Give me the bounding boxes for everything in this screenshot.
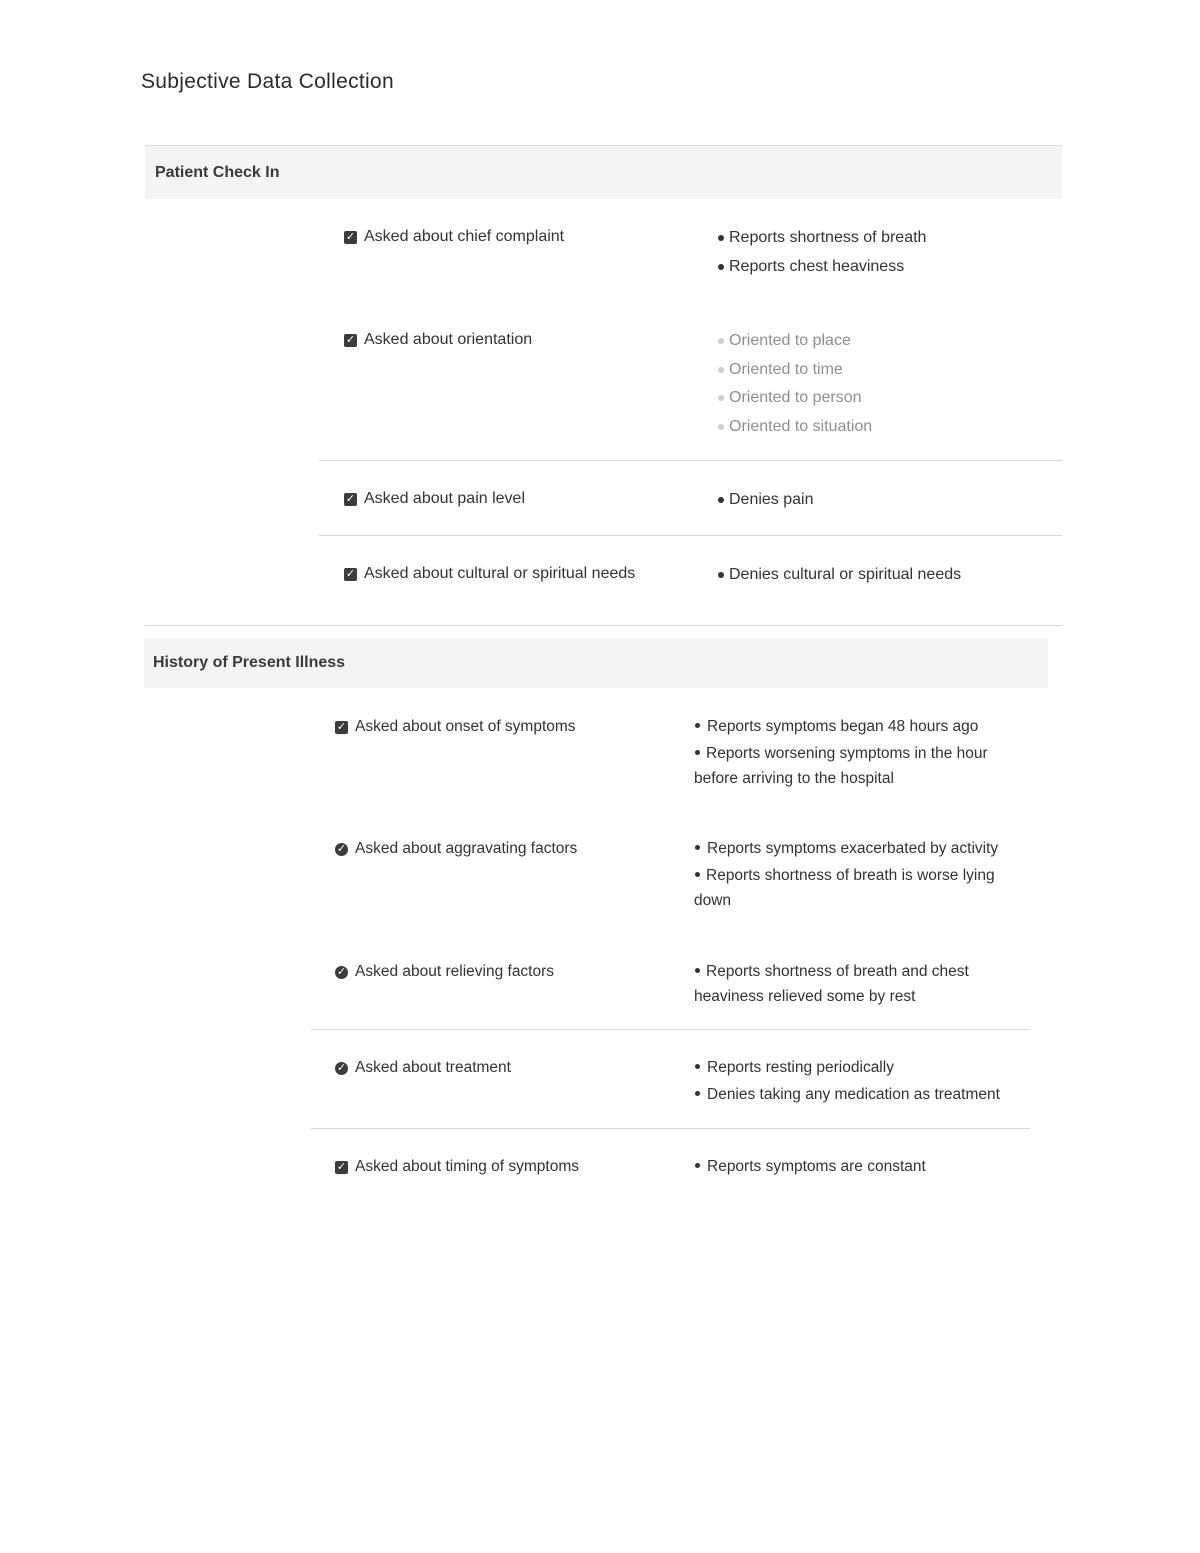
findings-list [694,714,1016,791]
checkbox-checked-icon: ✓ [336,842,347,855]
checklist-item-relieving-factors [335,963,554,981]
divider [319,460,1062,461]
finding-item: Reports symptoms exacerbated by activity [694,836,1016,861]
finding-item: Reports resting periodically [694,1055,1024,1080]
checklist-label: Asked about timing of symptoms [355,1158,579,1175]
checklist-item-aggravating-factors [335,840,577,858]
checkbox-checked-icon: ✓ [345,230,356,243]
finding-item: Oriented to situation [716,413,1046,442]
findings-list [694,1154,1024,1179]
checkbox-checked-icon: ✓ [336,965,347,978]
checklist-label: Asked about orientation [364,331,533,348]
findings-list [716,224,1046,281]
checklist-item-onset [335,718,576,736]
findings-list [694,836,1016,913]
checkbox-checked-icon: ✓ [345,492,356,505]
findings-list [716,561,1046,590]
divider [311,1128,1030,1129]
finding-item: Denies pain [716,486,1046,515]
checklist-label: Asked about treatment [355,1059,511,1076]
divider [311,1029,1030,1030]
checklist-label: Asked about aggravating factors [355,840,578,857]
checkbox-checked-icon: ✓ [336,1160,347,1173]
finding-item: Reports chest heaviness [716,253,1046,282]
section-header-patient-check-in [145,145,1062,199]
checklist-item-orientation [344,331,532,349]
finding-item: Reports worsening symptoms in the hour before arriving to the hospital [694,741,1016,791]
finding-item: Reports shortness of breath [716,224,1046,253]
divider [319,535,1062,536]
checklist-item-cultural-spiritual-needs [344,565,635,583]
finding-item: Reports symptoms are constant [694,1154,1024,1179]
finding-item: Oriented to time [716,356,1046,385]
section-title: Patient Check In [155,163,280,181]
findings-list [694,959,994,1009]
checklist-item-pain-level [344,490,525,508]
finding-item: Reports shortness of breath is worse lying down [694,863,1016,913]
section-header-history-of-present-illness [144,638,1048,688]
finding-item: Denies cultural or spiritual needs [716,561,1046,590]
page-title: Subjective Data Collection [141,70,394,93]
findings-list [694,1055,1024,1107]
finding-item: Reports symptoms began 48 hours ago [694,714,1016,739]
findings-list [716,327,1046,441]
finding-item: Denies taking any medication as treatment [694,1082,1024,1107]
checkbox-checked-icon: ✓ [345,567,356,580]
checklist-item-chief-complaint [344,228,564,246]
finding-item: Oriented to place [716,327,1046,356]
checklist-item-timing [335,1158,579,1176]
checklist-label: Asked about pain level [364,490,525,507]
checklist-label: Asked about onset of symptoms [355,718,576,735]
findings-list [716,486,1046,515]
checklist-label: Asked about relieving factors [355,963,555,980]
checkbox-checked-icon: ✓ [336,1061,347,1074]
checklist-label: Asked about chief complaint [364,228,565,245]
checkbox-checked-icon: ✓ [336,720,347,733]
checkbox-checked-icon: ✓ [345,333,356,346]
checklist-item-treatment [335,1059,511,1077]
section-title: History of Present Illness [153,654,346,671]
checklist-label: Asked about cultural or spiritual needs [364,565,636,582]
finding-item: Oriented to person [716,384,1046,413]
section-divider [145,625,1062,626]
finding-item: Reports shortness of breath and chest heaviness relieved some by rest [694,959,994,1009]
